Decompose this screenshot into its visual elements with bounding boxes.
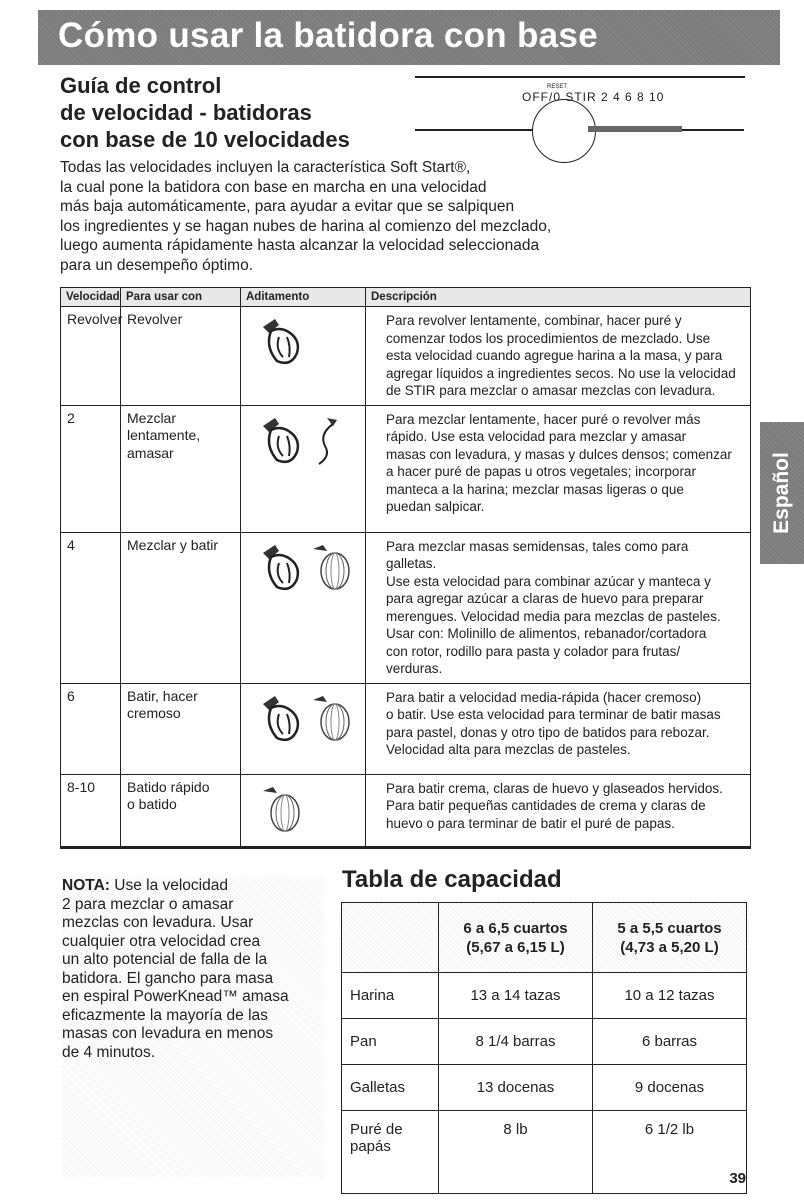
- wire-whip-icon: [309, 543, 353, 593]
- dial-base-line: [681, 129, 744, 131]
- capacity-value: 10 a 12 tazas: [593, 973, 747, 1019]
- description-cell: Para mezclar lentamente, hacer puré o revolver más rápido. Use esta velocidad para mezclar y amasar masas con levadura, y masas y dulces densos; comenzar a hacer puré de papas u otros vegetales; incorporar manteca a la harina; mezclar masas ligeras o que puedan salpicar.: [366, 405, 751, 532]
- speed-table: [60, 287, 751, 849]
- section-title: Cómo usar la batidora con base: [58, 16, 598, 55]
- description-cell: Para mezclar masas semidensas, tales como para galletas. Use esta velocidad para combinar azúcar y manteca y para agregar azúcar a claras de huevo para preparar merengues. Velocidad media para mezclas de pasteles. Usar con: Molinillo de alimentos, rebanador/cortadora con rotor, rodillo para pasta y colador para frutas/ verduras.: [366, 532, 751, 683]
- speed-knob-icon: [532, 99, 596, 163]
- capacity-label: Pan: [342, 1019, 439, 1065]
- table-row: [61, 532, 751, 683]
- capacity-header-empty: [342, 903, 439, 973]
- description-cell: Para revolver lentamente, combinar, hacer puré y comenzar todos los procedimientos de mezclado. Use esta velocidad cuando agregue harina a la masa, y para agregar líquidos a ingredientes secos. No use la velocidad de STIR para mezclar o amasar mezclas con levadura.: [366, 307, 751, 406]
- table-row: [61, 307, 751, 406]
- speed-cell: 6: [61, 683, 121, 774]
- intro-paragraph: Todas las velocidades incluyen la característica Soft Start®, la cual pone la batidora con base en marcha en una velocidad más baja automáticamente, para ayudar a evitar que se salpiquen los ingredientes y se hagan nubes de harina al comienzo del mezclado, luego aumenta rápidamente hasta alcanzar la velocidad seleccionada para un desempeño óptimo.: [60, 159, 552, 274]
- attachment-cell: [241, 683, 366, 774]
- use-cell: Batido rápido o batido: [121, 774, 241, 847]
- table-row: [61, 774, 751, 847]
- header-use: Para usar con: [121, 288, 241, 307]
- description-cell: Para batir crema, claras de huevo y glaseados hervidos. Para batir pequeñas cantidades de crema y claras de huevo o para terminar de batir el puré de papas.: [366, 774, 751, 847]
- page-number: 39: [729, 1170, 746, 1187]
- capacity-label: Puré de papás: [342, 1111, 439, 1194]
- table-row: [342, 1019, 747, 1065]
- dial-speed-labels: OFF/0 STIR 2 4 6 8 10: [522, 90, 665, 104]
- table-row: [342, 1111, 747, 1194]
- speed-lever-icon: [588, 126, 682, 132]
- attachment-cell: [241, 307, 366, 406]
- attachment-cell: [241, 405, 366, 532]
- use-cell: Revolver: [121, 307, 241, 406]
- flat-beater-icon: [259, 416, 303, 466]
- dough-hook-icon: [309, 416, 341, 466]
- description-cell: Para batir a velocidad media-rápida (hacer cremoso) o batir. Use esta velocidad para terminar de batir masas para pastel, donas y otro tipo de batidos para rebozar. Velocidad alta para mezclas de pasteles.: [366, 683, 751, 774]
- flat-beater-icon: [259, 543, 303, 593]
- header-attachment: Aditamento: [241, 288, 366, 307]
- speed-cell: 8-10: [61, 774, 121, 847]
- note-box: NOTA: Use la velocidad 2 para mezclar o amasar mezclas con levadura. Usar cualquier otra velocidad crea un alto potencial de falla de la batidora. El gancho para masa en espiral PowerKnead™ amasa eficazmente la mayoría de las masas con levadura en menos de 4 minutos.: [62, 877, 324, 1177]
- capacity-table: [341, 902, 747, 1194]
- table-row: [342, 1065, 747, 1111]
- capacity-header-row: [342, 903, 747, 973]
- header-description: Descripción: [366, 288, 751, 307]
- attachment-cell: [241, 532, 366, 683]
- table-row: [61, 405, 751, 532]
- capacity-value: 6 barras: [593, 1019, 747, 1065]
- capacity-value: 13 a 14 tazas: [439, 973, 593, 1019]
- capacity-header-col1: 6 a 6,5 cuartos (5,67 a 6,15 L): [439, 903, 593, 973]
- use-cell: Mezclar lentamente, amasar: [121, 405, 241, 532]
- dial-top-line: [415, 76, 745, 78]
- wire-whip-icon: [309, 694, 353, 744]
- speed-cell: 2: [61, 405, 121, 532]
- dial-base-line: [415, 129, 533, 131]
- capacity-value: 8 lb: [439, 1111, 593, 1194]
- capacity-header-col2: 5 a 5,5 cuartos (4,73 a 5,20 L): [593, 903, 747, 973]
- language-label: Español: [770, 452, 793, 534]
- use-cell: Batir, hacer cremoso: [121, 683, 241, 774]
- speed-cell: Revolver: [61, 307, 121, 406]
- capacity-label: Galletas: [342, 1065, 439, 1111]
- capacity-value: 8 1/4 barras: [439, 1019, 593, 1065]
- note-label: NOTA:: [62, 877, 110, 894]
- wire-whip-icon: [259, 785, 303, 835]
- dial-reset-label: RESET: [547, 84, 568, 90]
- language-side-tab: [760, 422, 804, 564]
- header-speed: Velocidad: [61, 288, 121, 307]
- guide-title: Guía de control de velocidad - batidoras con base de 10 velocidades: [60, 73, 350, 152]
- capacity-value: 9 docenas: [593, 1065, 747, 1111]
- capacity-value: 6 1/2 lb: [593, 1111, 747, 1194]
- section-banner: [38, 10, 780, 65]
- table-row: [61, 683, 751, 774]
- speed-cell: 4: [61, 532, 121, 683]
- use-cell: Mezclar y batir: [121, 532, 241, 683]
- capacity-label: Harina: [342, 973, 439, 1019]
- capacity-value: 13 docenas: [439, 1065, 593, 1111]
- attachment-cell: [241, 774, 366, 847]
- flat-beater-icon: [259, 317, 303, 367]
- speed-table-header: [61, 288, 751, 307]
- flat-beater-icon: [259, 694, 303, 744]
- table-row: [342, 973, 747, 1019]
- capacity-title: Tabla de capacidad: [342, 866, 562, 893]
